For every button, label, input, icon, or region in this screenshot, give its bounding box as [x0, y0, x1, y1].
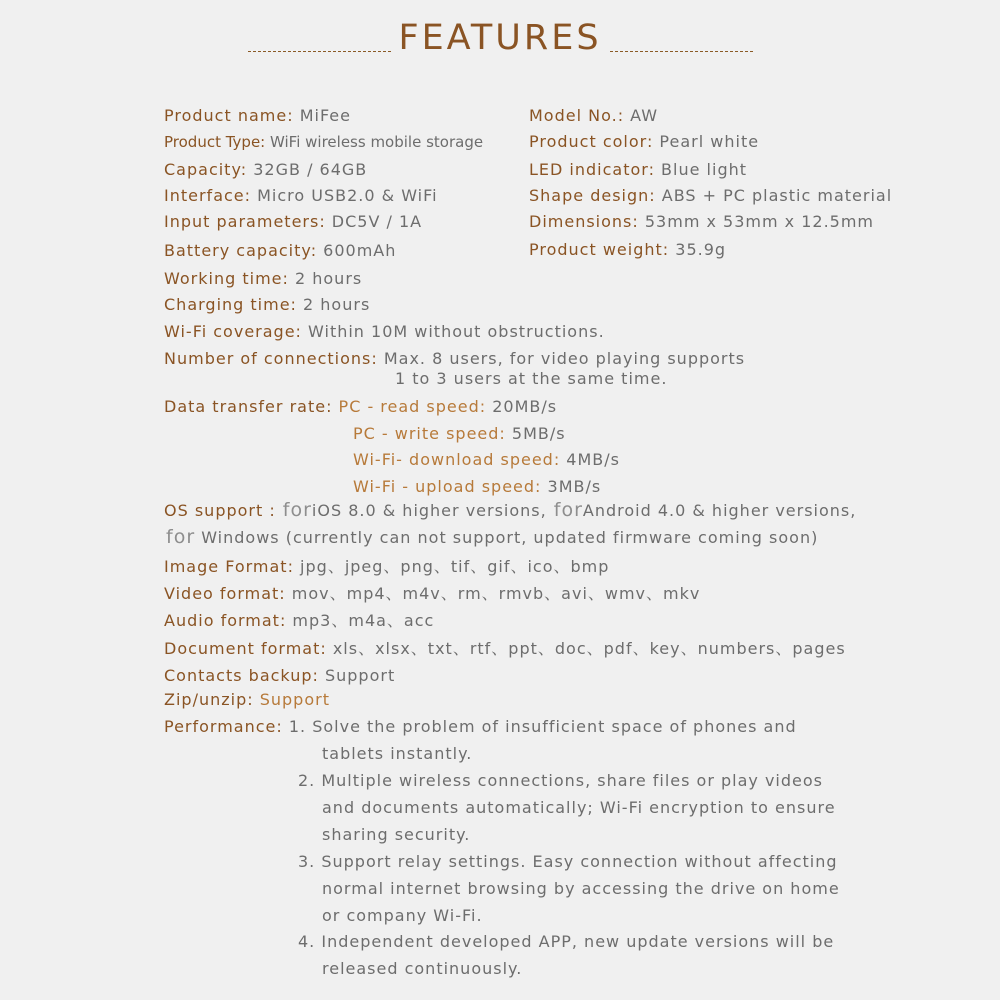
transfer-label: Data transfer rate: [164, 397, 333, 416]
capacity-row [164, 160, 367, 180]
product-name-row [164, 106, 351, 126]
write-speed-value: 5MB/s [505, 424, 566, 443]
document-format-row [164, 639, 846, 659]
performance-line: sharing security. [322, 825, 471, 844]
video-format-value: mov、mp4、m4v、rm、rmvb、avi、wmv、mkv [285, 584, 701, 603]
product-weight-row [529, 240, 726, 260]
working-time-label: Working time: [164, 269, 289, 288]
input-parameters-value: DC5V / 1A [325, 212, 423, 231]
write-speed-label: PC - write speed: [353, 424, 506, 443]
audio-format-label: Audio format: [164, 611, 287, 630]
product-type-value: WiFi wireless mobile storage [265, 133, 484, 151]
product-color-row [529, 132, 759, 152]
shape-design-value: ABS + PC plastic material [655, 186, 893, 205]
model-no-label: Model No.: [529, 106, 625, 125]
performance-line: tablets instantly. [322, 744, 473, 763]
wifi-coverage-label: Wi-Fi coverage: [164, 322, 302, 341]
led-indicator-row [529, 160, 747, 180]
interface-value: Micro USB2.0 & WiFi [251, 186, 438, 205]
transfer-row-3 [353, 450, 620, 470]
input-parameters-row [164, 212, 422, 232]
os-ios-value: iOS 8.0 & higher versions, [311, 501, 547, 520]
performance-row-1 [164, 717, 797, 737]
interface-label: Interface: [164, 186, 252, 205]
left-dashed-divider [248, 51, 391, 52]
capacity-value: 32GB / 64GB [247, 160, 368, 179]
os-android-value: Android 4.0 & higher versions, [582, 501, 857, 520]
transfer-row-1 [164, 397, 557, 417]
os-support-row-2 [166, 527, 818, 548]
led-indicator-value: Blue light [654, 160, 748, 179]
os-for-windows: for [166, 526, 196, 548]
performance-line: normal internet browsing by accessing the drive on home [322, 879, 840, 898]
interface-row [164, 186, 438, 206]
input-parameters-label: Input parameters: [164, 212, 326, 231]
page-title: FEATURES [398, 18, 602, 58]
dimensions-label: Dimensions: [529, 212, 639, 231]
working-time-row [164, 269, 362, 289]
dimensions-row [529, 212, 874, 232]
video-format-label: Video format: [164, 584, 286, 603]
zip-label: Zip/unzip: [164, 690, 254, 709]
download-speed-label: Wi-Fi- download speed: [353, 450, 561, 469]
os-windows-value: Windows (currently can not support, updated firmware coming soon) [195, 528, 819, 547]
working-time-value: 2 hours [288, 269, 363, 288]
battery-capacity-label: Battery capacity: [164, 241, 318, 260]
connections-label: Number of connections: [164, 349, 378, 368]
performance-line: and documents automatically; Wi-Fi encryption to ensure [322, 798, 836, 817]
os-support-row-1 [164, 500, 856, 521]
charging-time-label: Charging time: [164, 295, 297, 314]
dimensions-value: 53mm x 53mm x 12.5mm [638, 212, 875, 231]
transfer-row-4 [353, 477, 601, 497]
model-no-row [529, 106, 658, 126]
video-format-row [164, 584, 700, 604]
shape-design-row [529, 186, 892, 206]
product-name-label: Product name: [164, 106, 294, 125]
image-format-label: Image Format: [164, 557, 294, 576]
product-color-value: Pearl white [653, 132, 760, 151]
product-type-row [164, 132, 483, 152]
led-indicator-label: LED indicator: [529, 160, 655, 179]
audio-format-value: mp3、m4a、acc [286, 611, 435, 630]
performance-label: Performance: [164, 717, 283, 736]
download-speed-value: 4MB/s [560, 450, 620, 469]
document-format-value: xls、xlsx、txt、rtf、ppt、doc、pdf、key、numbers、pages [326, 639, 846, 658]
performance-line: 4. Independent developed APP, new update versions will be [298, 932, 835, 951]
product-type-label: Product Type: [164, 133, 266, 151]
read-speed-label: PC - read speed: [332, 397, 487, 416]
zip-value: Support [253, 690, 330, 709]
shape-design-label: Shape design: [529, 186, 656, 205]
wifi-coverage-row [164, 322, 605, 342]
performance-line: 1. Solve the problem of insufficient space of phones and [282, 717, 797, 736]
product-color-label: Product color: [529, 132, 654, 151]
transfer-row-2 [353, 424, 566, 444]
charging-time-row [164, 295, 370, 315]
product-weight-value: 35.9g [669, 240, 727, 259]
os-for-android: for [546, 499, 583, 521]
audio-format-row [164, 611, 434, 631]
features-header [0, 14, 1000, 64]
product-name-value: MiFee [293, 106, 351, 125]
contacts-backup-row [164, 666, 395, 686]
performance-line: 2. Multiple wireless connections, share files or play videos [298, 771, 823, 790]
product-weight-label: Product weight: [529, 240, 670, 259]
charging-time-value: 2 hours [296, 295, 371, 314]
contacts-backup-value: Support [318, 666, 396, 685]
upload-speed-label: Wi-Fi - upload speed: [353, 477, 542, 496]
battery-capacity-value: 600mAh [317, 241, 397, 260]
os-for-ios: for [275, 499, 312, 521]
performance-line: released continuously. [322, 959, 523, 978]
wifi-coverage-value: Within 10M without obstructions. [301, 322, 605, 341]
right-dashed-divider [610, 51, 753, 52]
upload-speed-value: 3MB/s [541, 477, 602, 496]
contacts-backup-label: Contacts backup: [164, 666, 319, 685]
image-format-value: jpg、jpeg、png、tif、gif、ico、bmp [293, 557, 610, 576]
performance-line: 3. Support relay settings. Easy connection without affecting [298, 852, 838, 871]
document-format-label: Document format: [164, 639, 327, 658]
image-format-row [164, 557, 609, 577]
os-support-label: OS support : [164, 501, 276, 520]
capacity-label: Capacity: [164, 160, 248, 179]
performance-line: or company Wi-Fi. [322, 906, 483, 925]
connections-value-line2: 1 to 3 users at the same time. [395, 369, 668, 388]
connections-row [164, 349, 745, 369]
zip-row [164, 690, 330, 710]
read-speed-value: 20MB/s [486, 397, 558, 416]
connections-value-line1: Max. 8 users, for video playing supports [377, 349, 746, 368]
model-no-value: AW [624, 106, 659, 125]
battery-capacity-row [164, 241, 396, 261]
